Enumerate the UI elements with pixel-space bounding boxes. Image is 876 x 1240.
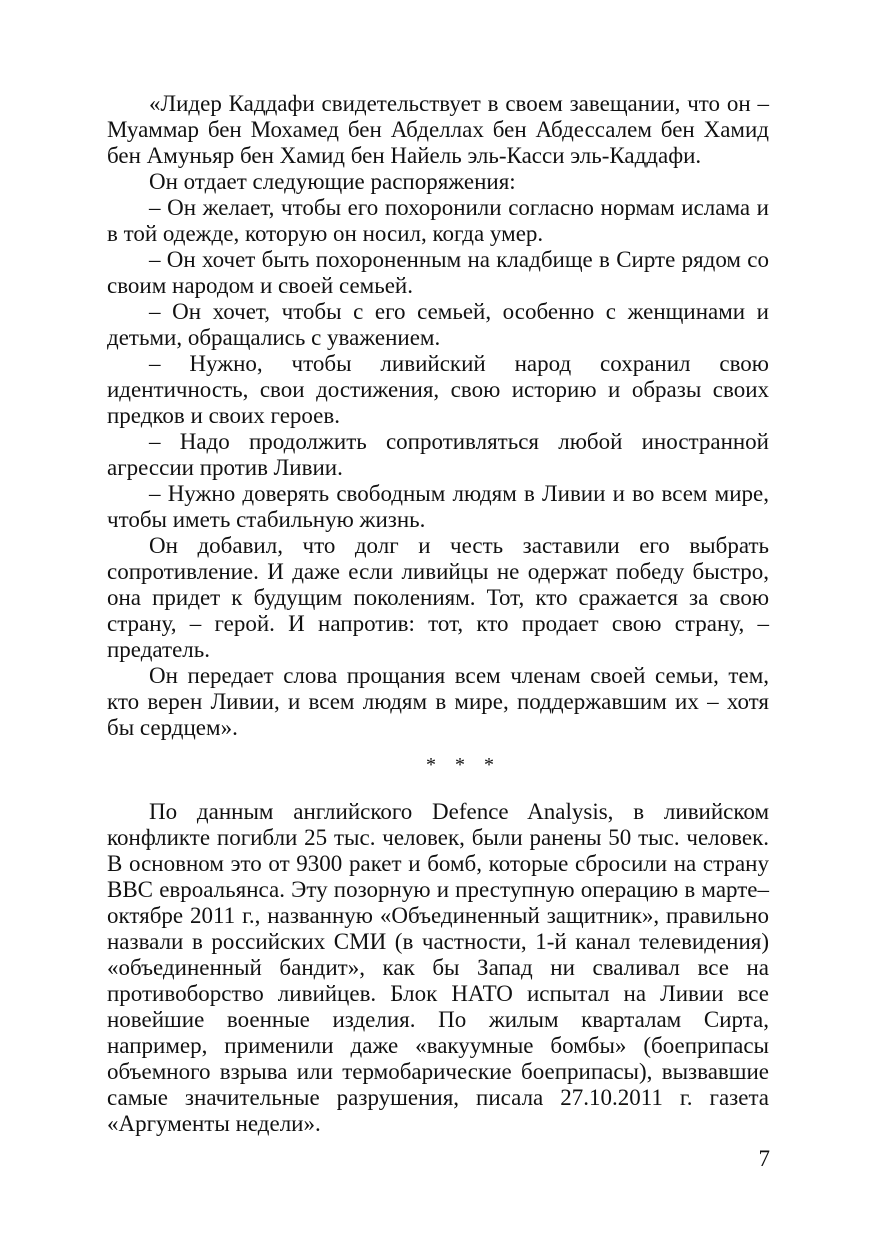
- paragraph-order-resist: – Надо продолжить сопротивляться любой иностранной агрессии против Ливии.: [107, 429, 769, 480]
- paragraph-order-identity: – Нужно, чтобы ливийский народ сохранил свою идентичность, свои достижения, свою историю и образы своих предков и своих героев.: [107, 351, 769, 428]
- paragraph-orders-heading: Он отдает следующие распоряжения:: [149, 169, 516, 194]
- page-number: 7: [758, 1146, 770, 1171]
- paragraph-order-sirte: – Он хочет быть похороненным на кладбище в Сирте рядом со своим народом и своей семьей.: [107, 247, 769, 298]
- paragraph-order-family: – Он хочет, чтобы с его семьей, особенно с женщинами и детьми, обращались с уважением.: [107, 299, 769, 350]
- paragraph-order-burial: – Он желает, чтобы его похоронили согласно нормам ислама и в той одежде, которую он носил, когда умер.: [107, 195, 769, 246]
- body-text: [107, 91, 769, 1137]
- paragraph-order-trust: – Нужно доверять свободным людям в Ливии и во всем мире, чтобы иметь стабильную жизнь.: [107, 481, 769, 532]
- paragraph-testament-intro: «Лидер Каддафи свидетельствует в своем завещании, что он – Муаммар бен Мохамед бен Абделлах бен Абдессалем бен Хамид бен Амуньяр бен Хамид бен Найель эль-Касси эль-Каддафи.: [107, 91, 769, 168]
- section-separator: * * *: [426, 754, 494, 776]
- paragraph-duty-honor: Он добавил, что долг и честь заставили его выбрать сопротивление. И даже если ливийцы не одержат победу быстро, она придет к будущим поколениям. Тот, кто сражается за свою страну, – герой. И напротив: тот, кто продает свою страну, – предатель.: [107, 533, 769, 662]
- paragraph-defence-analysis: По данным английского Defence Analysis, в ливийском конфликте погибли 25 тыс. человек, были ранены 50 тыс. человек. В основном это от 9300 ракет и бомб, которые сбросили на страну ВВС евроальянса. Эту позорную и преступную операцию в марте–октябре 2011 г., названную «Объединенный защитник», правильно назвали в российских СМИ (в частности, 1-й канал телевидения) «объединенный бандит», как бы Запад ни сваливал все на противоборство ливийцев. Блок НАТО испытал на Ливии все новейшие военные изделия. По жилым кварталам Сирта, например, применили даже «вакуумные бомбы» (боеприпасы объемного взрыва или термобарические боеприпасы), вызвавшие самые значительные разрушения, писала 27.10.2011 г. газета «Аргументы недели».: [107, 799, 769, 1136]
- paragraph-farewell: Он передает слова прощания всем членам своей семьи, тем, кто верен Ливии, и всем людям в мире, поддержавшим их – хотя бы сердцем».: [107, 663, 769, 740]
